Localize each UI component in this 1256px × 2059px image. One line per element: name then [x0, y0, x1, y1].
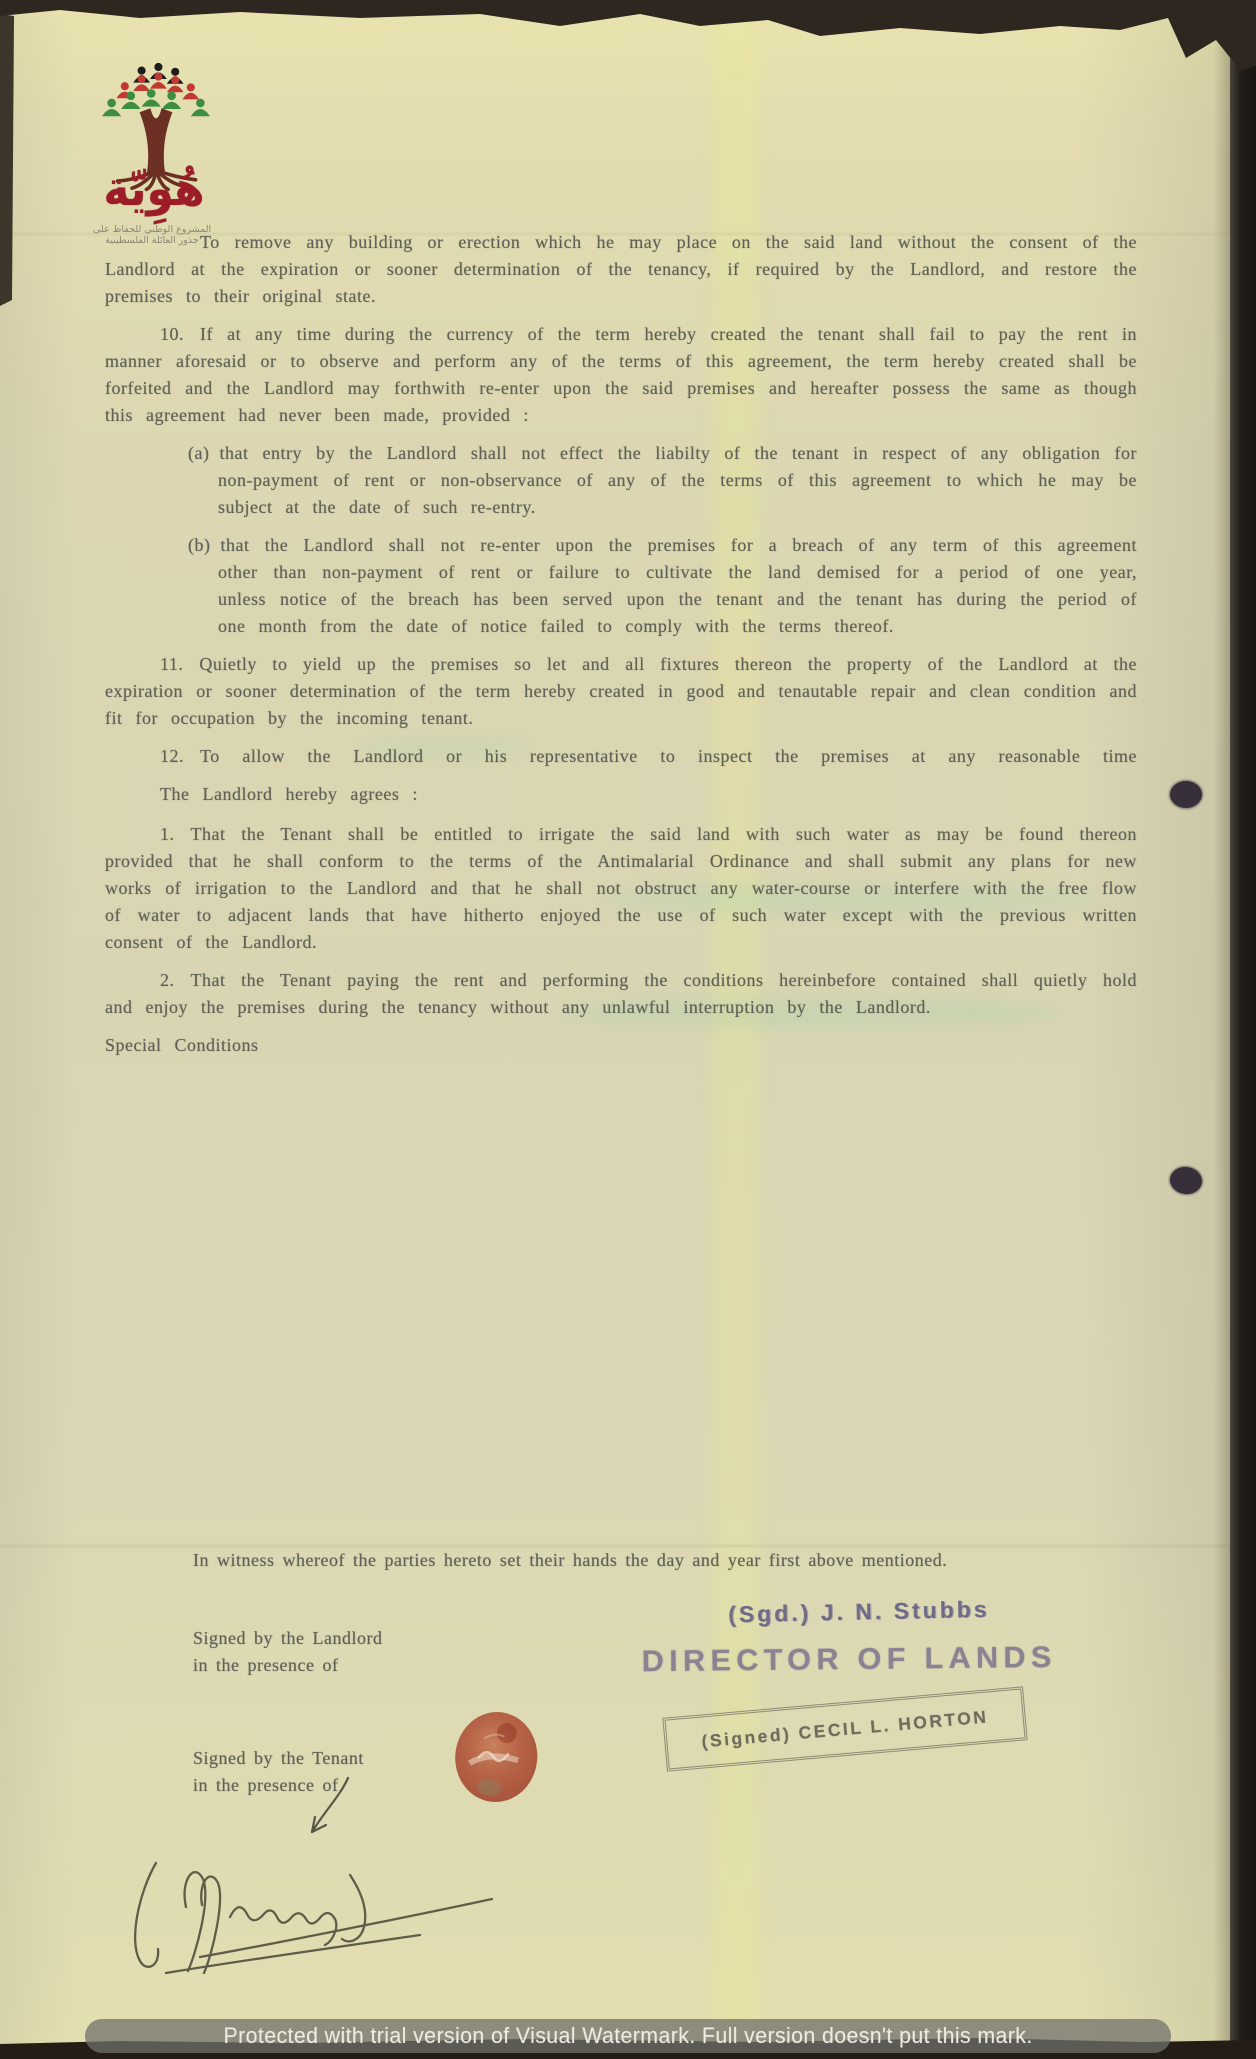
- logo-tagline-line2: جذور العائلة الفلسطينية: [105, 235, 199, 246]
- clause-letter: (a): [188, 443, 210, 463]
- logo-tagline-line1: المشروع الوطني للحفاظ على: [92, 224, 212, 235]
- tree-people-canopy: [102, 63, 210, 116]
- logo-arabic-wordmark: هُوِيّة: [103, 161, 205, 218]
- special-conditions-label: Special Conditions: [105, 1035, 259, 1055]
- watermark-notice-text: Protected with trial version of Visual Watermark. Full version doesn't put this mark.: [223, 2023, 1033, 2048]
- punch-hole: [1170, 781, 1202, 808]
- clause-letter: (b): [188, 535, 211, 555]
- clause-text: To remove any building or erection which he may place on the said land without the consent of the Landlord at the expiration or sooner determination of the tenancy, if required by the Landlord, and restore the premises to their original state.: [105, 232, 1137, 306]
- clause-text: If at any time during the currency of the term hereby created the tenant shall fail to pay the rent in manner aforesaid or to observe and perform any of the terms of this agreement, the term hereby created shall be forfeited and the Landlord may forthwith re-enter upon the said premises and hereafter possess the same as though this agreement had never been made, provided :: [105, 324, 1137, 425]
- signed-by-landlord-line2: in the presence of: [193, 1655, 339, 1675]
- clause-text: That the Tenant paying the rent and performing the conditions hereinbefore contained shall quietly hold and enjoy the premises during the tenancy without any unlawful interruption by the Landlord.: [105, 970, 1137, 1017]
- clause-10b: [105, 532, 1137, 640]
- clause-12: [105, 743, 1137, 770]
- signed-by-tenant-line2: in the presence of: [193, 1775, 339, 1795]
- stamp-horton-text: (Signed) CECIL L. HORTON: [700, 1705, 990, 1752]
- red-oval-seal-stamp: [447, 1706, 545, 1814]
- agreement-text-column: [105, 229, 1137, 1070]
- clause-text: That the Tenant shall be entitled to irrigate the said land with such water as may be found thereon provided that he shall conform to the terms of the Antimalarial Ordinance and shall submit any plans for new works of irrigation to the Landlord and that he shall not obstruct any water-course or interfere with the free flow of water to adjacent lands that have hitherto enjoyed the use of such water except with the previous written consent of the Landlord.: [105, 824, 1137, 952]
- landlord-clause-1: [105, 821, 1137, 956]
- clause-11: [105, 651, 1137, 732]
- clause-number: 12.: [160, 746, 184, 766]
- witness-line: In witness whereof the parties hereto set their hands the day and year first above mentioned.: [193, 1550, 948, 1570]
- stamp-sgd-jn-stubbs: (Sgd.) J. N. Stubbs: [727, 1595, 990, 1628]
- stamp-director-of-lands: DIRECTOR OF LANDS: [641, 1640, 1057, 1679]
- signed-by-tenant-line1: Signed by the Tenant: [193, 1748, 364, 1768]
- clause-number: 10.: [160, 324, 184, 344]
- clause-text: Quietly to yield up the premises so let and all fixtures thereon the property of the Landlord at the expiration or sooner determination of the term hereby created in good and tenautable repair and clean condition and fit for occupation by the incoming tenant.: [105, 654, 1137, 728]
- signed-by-landlord-line1: Signed by the Landlord: [193, 1628, 383, 1648]
- clause-9-continuation: [105, 229, 1137, 310]
- clause-number: 2.: [160, 970, 175, 990]
- watermark-banner: [85, 2019, 1171, 2053]
- landlord-agrees-heading: The Landlord hereby agrees :: [160, 784, 418, 804]
- landlord-clause-2: [105, 967, 1137, 1021]
- clause-number: 11.: [160, 654, 184, 674]
- tenant-signature-scrawl: [118, 1835, 518, 1995]
- clause-10a: [105, 440, 1137, 521]
- clause-text: that entry by the Landlord shall not effect the liabilty of the tenant in respect of any obligation for non-payment of rent or non-observance of any of the terms of this agreement to which he may be subject at the date of such re-entry.: [218, 443, 1137, 517]
- clause-text: To allow the Landlord or his representative to inspect the premises at any reasonable time: [200, 746, 1137, 766]
- clause-10: [105, 321, 1137, 429]
- clause-text: that the Landlord shall not re-enter upon the premises for a breach of any term of this agreement other than non-payment of rent or failure to cultivate the land demised for a period of one year, unless notice of the breach has been served upon the tenant and the tenant has during the period of one month from the date of notice failed to comply with the terms thereof.: [218, 535, 1137, 636]
- clause-number: 1.: [160, 824, 175, 844]
